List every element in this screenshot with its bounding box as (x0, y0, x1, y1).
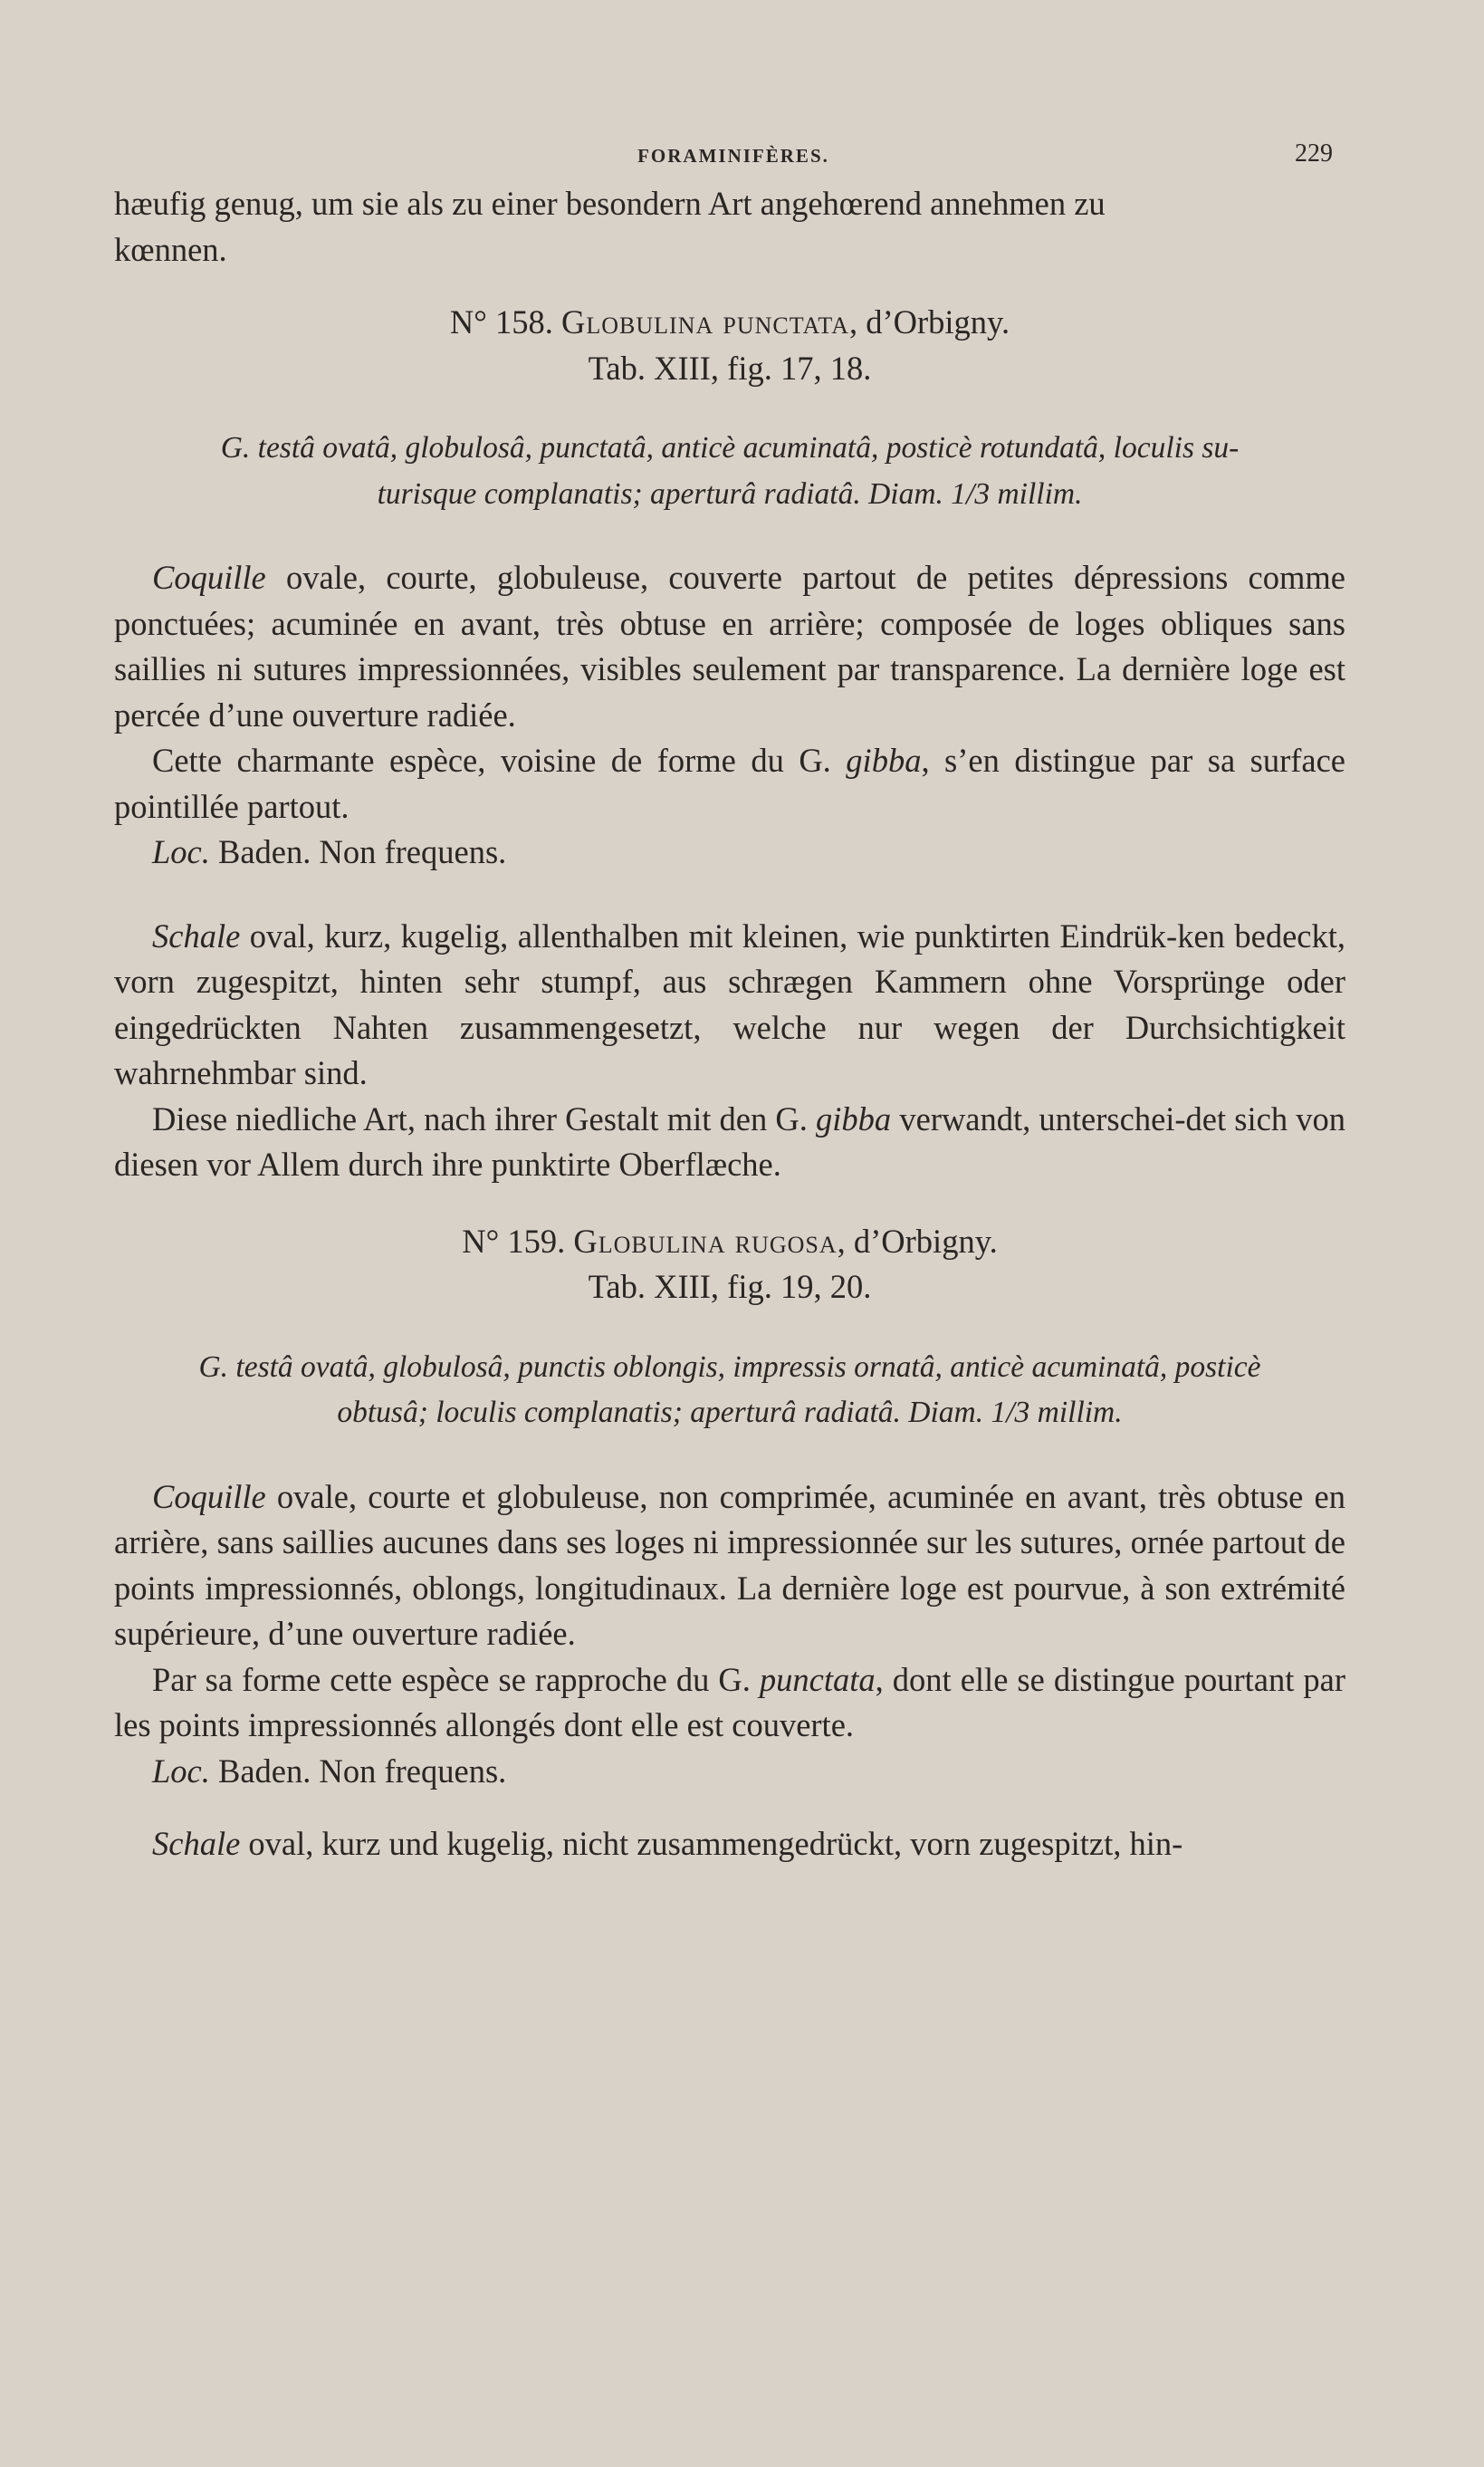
term: Coquille (152, 1477, 266, 1515)
species-159-french-description (114, 1474, 1345, 1657)
diagnosis-line-2: turisque complanatis; aperturâ radiatâ. Diam. 1/3 millim. (377, 476, 1083, 511)
loc-text: Baden. Non frequens. (209, 833, 507, 870)
diagnosis-line-1: G. testâ ovatâ, globulosâ, punctis oblongis, impressis ornatâ, anticè acuminatâ, posticè (198, 1349, 1261, 1384)
species-name: Globulina rugosa (573, 1222, 838, 1260)
term: Coquille (152, 559, 266, 596)
page-number: 229 (1295, 139, 1333, 168)
remark-text-end: verwandt, unterschei-det sich von diesen vor Allem durch ihre punktirte Oberflæche. (114, 1099, 1345, 1183)
loc-label: Loc. (152, 1752, 210, 1790)
remark-text-end: , dont elle se distingue pourtant par les points impressionnés allongés dont elle est couverte. (114, 1660, 1345, 1743)
species-author: , d’Orbigny. (849, 303, 1010, 341)
remark-text: Par sa forme cette espèce se rapproche du G. (152, 1660, 760, 1698)
description-text: oval, kurz, kugelig, allenthalben mit kleinen, wie punktirten Eindrük-ken bedeckt, vorn zugespitzt, hinten sehr stumpf, aus schrægen Kammern ohne Vorsprünge oder eingedrückten Nahten zusammengesetzt, welche nur wegen der Durchsichtigkeit wahrnehmbar sind. (114, 917, 1345, 1091)
remark-text: Cette charmante espèce, voisine de forme du G. (152, 742, 847, 779)
species-158-german-description (114, 914, 1345, 1097)
diagnosis-line-1: G. testâ ovatâ, globulosâ, punctatâ, anticè acuminatâ, posticè rotundatâ, loculis su- (220, 431, 1240, 465)
species-158-heading (114, 300, 1345, 346)
remark-text: Diese niedliche Art, nach ihrer Gestalt mit den G. (152, 1099, 817, 1138)
species-158-german-remark (114, 1097, 1345, 1188)
species-158-french-remark (114, 738, 1345, 830)
remark-species: gibba (816, 1099, 892, 1138)
species-158-locality (114, 830, 1345, 876)
species-159-diagnosis (114, 1345, 1345, 1436)
intro-paragraph (114, 181, 1345, 273)
species-158-french-description (114, 555, 1345, 738)
intro-line-1: hæufig genug, um sie als zu einer besondern Art angehœrend annehmen zu (114, 185, 1106, 222)
species-158-plate: Tab. XIII, fig. 17, 18. (588, 349, 872, 387)
species-159-german-description (114, 1821, 1345, 1867)
species-159-heading (114, 1219, 1345, 1265)
species-159-french-remark (114, 1657, 1345, 1749)
term: Schale (152, 917, 241, 955)
species-number: N° 158. (449, 303, 553, 341)
page-body (114, 181, 1345, 1867)
description-text: oval, kurz und kugelig, nicht zusammengedrückt, vorn zugespitzt, hin- (240, 1825, 1183, 1862)
remark-species: punctata (759, 1660, 876, 1698)
term: Schale (152, 1825, 241, 1862)
species-159-locality (114, 1749, 1345, 1795)
diagnosis-line-2: obtusâ; loculis complanatis; aperturâ radiatâ. Diam. 1/3 millim. (337, 1396, 1123, 1429)
running-title: FORAMINIFÈRES. (637, 145, 829, 167)
remark-text-end: , s’en distingue par sa surface pointillée partout. (114, 742, 1346, 825)
intro-line-2: kœnnen. (114, 230, 227, 268)
page-header (0, 138, 1484, 174)
species-159-plate: Tab. XIII, fig. 19, 20. (588, 1268, 872, 1305)
species-name: Globulina punctata (561, 303, 849, 341)
species-author: , d’Orbigny. (837, 1222, 998, 1260)
species-158-diagnosis (114, 426, 1345, 517)
description-text: ovale, courte, globuleuse, couverte partout de petites dépressions comme ponctuées; acuminée en avant, très obtuse en arrière; composée de loges obliques sans saillies ni sutures impressionnées, visibles seulement par transparence. La dernière loge est percée d’une ouverture radiée. (114, 559, 1345, 734)
loc-text: Baden. Non frequens. (209, 1752, 507, 1790)
description-text: ovale, courte et globuleuse, non comprimée, acuminée en avant, très obtuse en arrière, sans saillies aucunes dans ses loges ni impressionnée sur les sutures, ornée partout de points impressionnés, oblongs, longitudinaux. La dernière loge est pourvue, à son extrémité supérieure, d’une ouverture radiée. (114, 1477, 1345, 1652)
species-number: N° 159. (462, 1222, 566, 1260)
remark-species: gibba (846, 742, 922, 779)
loc-label: Loc. (152, 833, 210, 870)
